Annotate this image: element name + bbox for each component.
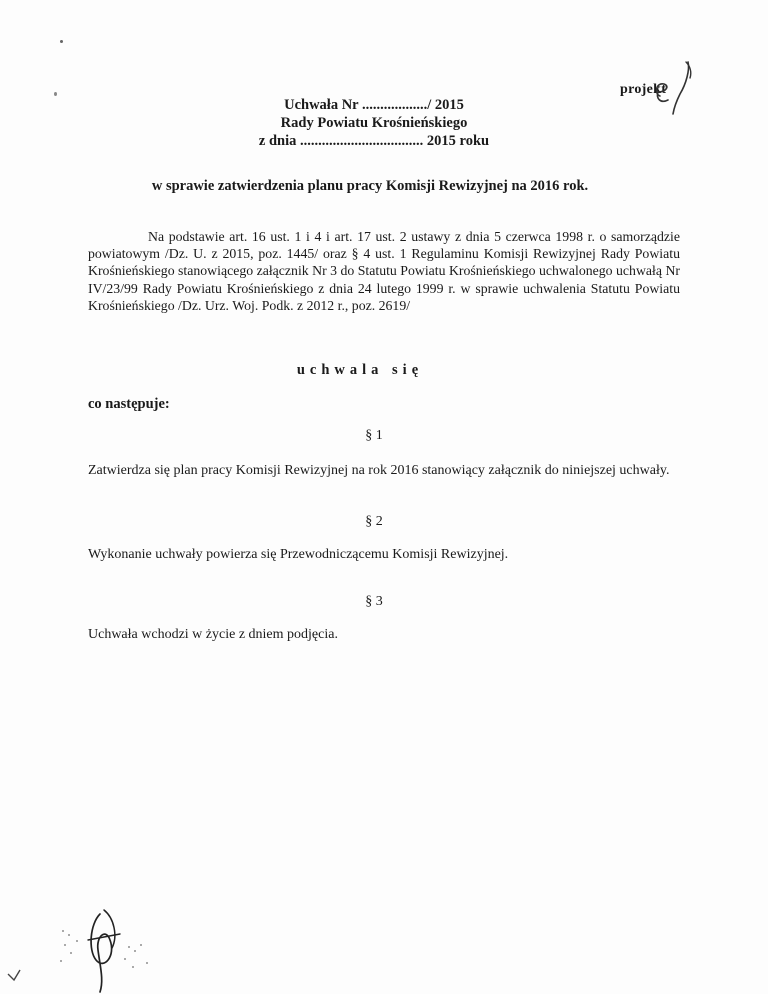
- as-follows-label: co następuje:: [88, 396, 170, 412]
- paragraph-2-sign: § 2: [365, 514, 383, 529]
- paragraph-1-sign: § 1: [365, 428, 383, 443]
- draft-label: projekt: [620, 82, 667, 97]
- resolution-subject: [0, 178, 768, 195]
- paragraph-sign: [0, 514, 768, 530]
- resolution-number: Uchwała Nr ................../ 2015: [284, 97, 464, 113]
- subject-text: w sprawie zatwierdzenia planu pracy Komisji Rewizyjnej na 2016 rok.: [151, 178, 589, 194]
- paragraph-sign: [0, 428, 768, 444]
- resolution-date: z dnia .................................. 2015 roku: [258, 133, 490, 149]
- scan-speck: [60, 40, 63, 43]
- paragraph-1-text: Zatwierdza się plan pracy Komisji Rewizyjnej na rok 2016 stanowiący załącznik do niniejszej uchwały.: [88, 463, 670, 478]
- paragraph-3-sign: § 3: [365, 594, 383, 609]
- paragraph-3-text: Uchwała wchodzi w życie z dniem podjęcia.: [88, 627, 338, 642]
- legal-basis-text: Na podstawie art. 16 ust. 1 i 4 i art. 17 ust. 2 ustawy z dnia 5 czerwca 1998 r. o samorządzie powiatowym /Dz. U. z 2015, poz. 1445/ oraz § 4 ust. 1 Regulaminu Komisji Rewizyjnej Rady Powiatu Krośnieńskiego stanowiącego załącznik Nr 3 do Statutu Powiatu Krośnieńskiego uchwalonego uchwałą Nr IV/23/99 Rady Powiatu Krośnieńskiego z dnia 24 lutego 1999 r. w sprawie uchwalenia Statutu Powiatu Krośnieńskiego /Dz. Urz. Woj. Podk. z 2012 r., poz. 2619/: [88, 229, 680, 313]
- signature-stamp-icon: [0, 900, 200, 994]
- resolves-text: uchwala się: [296, 362, 424, 378]
- resolution-header: [0, 96, 768, 150]
- paragraph-sign: [0, 594, 768, 610]
- resolves-heading: [0, 362, 768, 379]
- legal-basis: [88, 228, 680, 314]
- council-name: Rady Powiatu Krośnieńskiego: [280, 115, 468, 131]
- paragraph-2-text: Wykonanie uchwały powierza się Przewodniczącemu Komisji Rewizyjnej.: [88, 547, 509, 562]
